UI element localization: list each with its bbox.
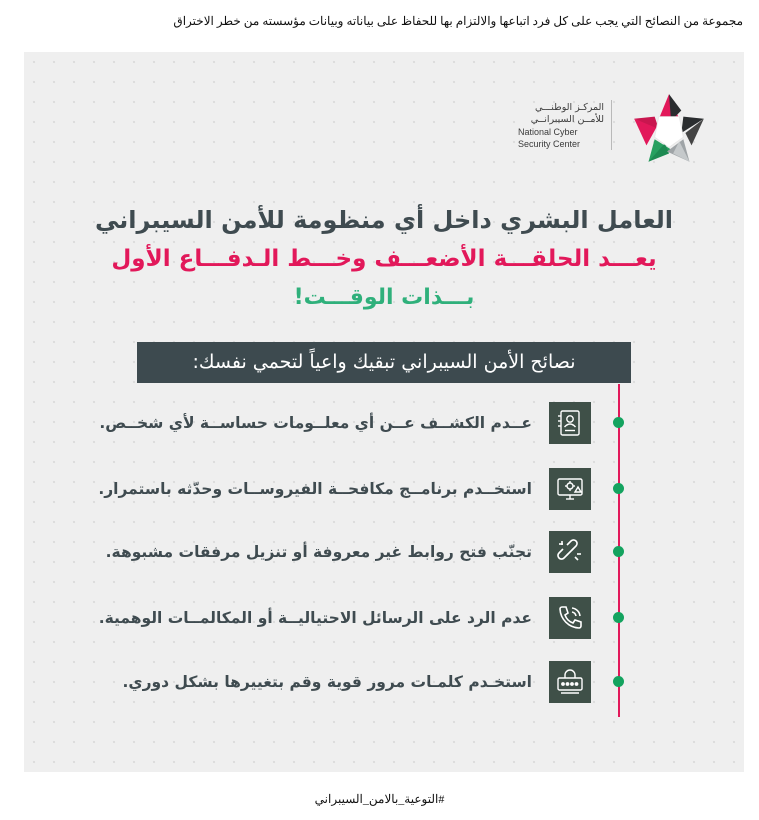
timeline-dot xyxy=(613,676,624,687)
tip-text: استخـدم كلمـات مرور قوية وقم بتغييرها بشكل دوري. xyxy=(122,673,532,691)
timeline-dot xyxy=(613,483,624,494)
logo-name-ar-line1: المركـز الوطنـــي xyxy=(535,102,604,113)
logo-divider xyxy=(611,100,612,150)
phone-call-icon xyxy=(549,597,591,639)
awareness-poster[interactable] xyxy=(24,52,744,772)
hashtag-link[interactable]: #التوعية_بالامن_السيبراني xyxy=(314,792,445,806)
id-card-icon xyxy=(549,402,591,444)
tip-text: عــدم الكشــف عــن أي معلــومات حساســة لأي شخــص. xyxy=(99,414,532,432)
tip-item xyxy=(24,466,744,512)
headline-line3: بـــذات الوقـــت! xyxy=(293,285,475,310)
headline-line1: العامل البشري داخل أي منظومة للأمن السيبراني xyxy=(95,206,673,234)
logo-text xyxy=(494,102,604,150)
tip-text: استخــدم برنامــج مكافحــة الفيروســات وحدّثه باستمرار. xyxy=(98,480,532,498)
logo-name-en-line1: National Cyber xyxy=(518,127,578,137)
timeline-dot xyxy=(613,612,624,623)
virus-monitor-icon xyxy=(549,468,591,510)
tip-text: عدم الرد على الرسائل الاحتياليــة أو المكالمــات الوهمية. xyxy=(98,609,532,627)
headline xyxy=(24,200,744,318)
tip-item xyxy=(24,595,744,641)
password-lock-icon xyxy=(549,661,591,703)
tips-banner: نصائح الأمن السيبراني تبقيك واعياً لتحمي نفسك: xyxy=(137,342,631,383)
logo-name-ar-line2: للأمــن السيبرانــي xyxy=(530,114,604,125)
broken-link-icon xyxy=(549,531,591,573)
tip-item xyxy=(24,659,744,705)
headline-line2: يعـــد الحلقـــة الأضعـــف وخـــط الـدفـــاع الأول xyxy=(111,246,657,272)
star-logo-icon xyxy=(628,90,710,172)
logo-name-en-line2: Security Center xyxy=(518,139,581,149)
tip-item xyxy=(24,529,744,575)
tip-item xyxy=(24,400,744,446)
tip-text: تجنّب فتح روابط غير معروفة أو تنزيل مرفقات مشبوهة. xyxy=(105,543,532,561)
nccs-logo xyxy=(518,90,710,170)
post-caption: مجموعة من النصائح التي يجب على كل فرد اتباعها والالتزام بها للحفاظ على بياناته وبيانات مؤسسته من خطر الاختراق xyxy=(173,14,743,28)
timeline-dot xyxy=(613,417,624,428)
timeline-dot xyxy=(613,546,624,557)
